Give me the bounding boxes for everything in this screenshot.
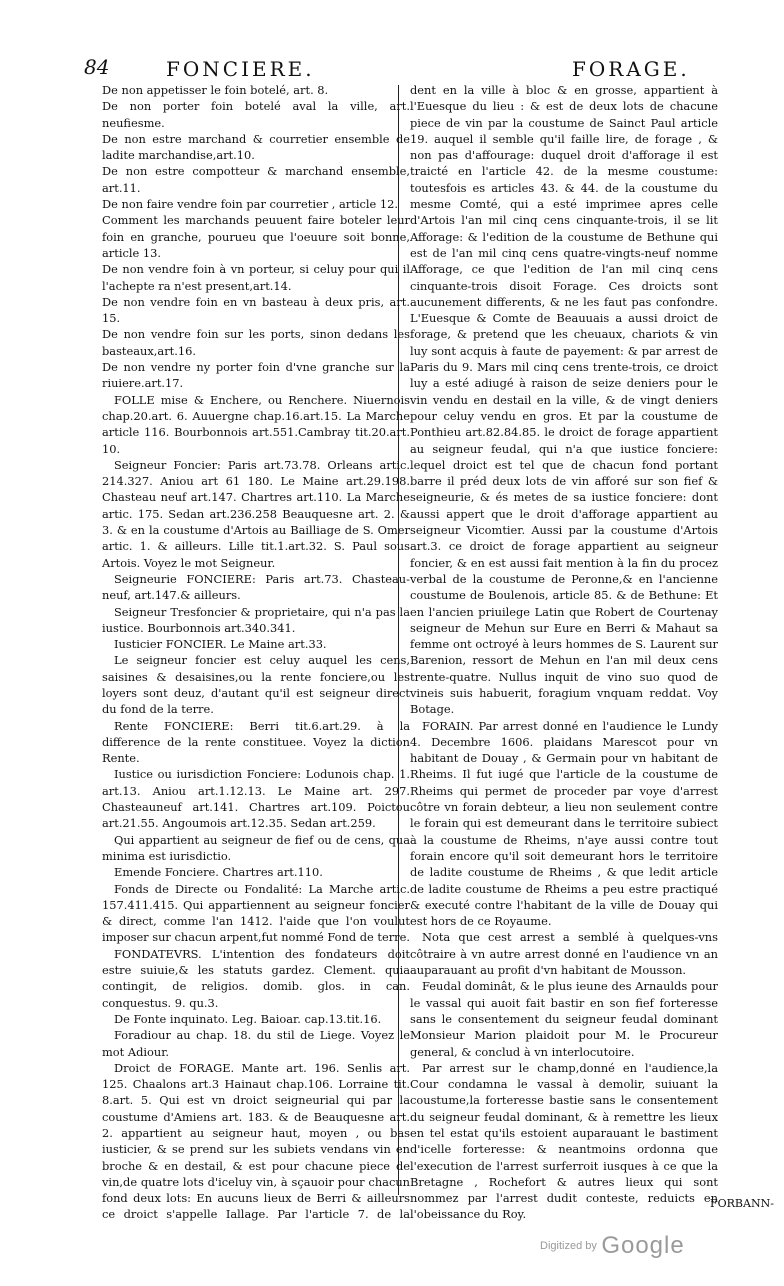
entry: FOLLE mise & Enchere, ou Renchere. Niuernois chap.20.art. 6. Auuergne chap.16.art.15. La Marche article 116. Bourbonnois art.551.Cambray tit.20.art. 10. — [102, 392, 410, 456]
entry: De Fonte inquinato. Leg. Baioar. cap.13.tit.16. — [114, 1011, 382, 1026]
entry: De non vendre foin en vn basteau à deux pris, art. 15. — [102, 294, 410, 326]
entry: Rente FONCIERE: Berri tit.6.art.29. à la difference de la rente constituee. Voyez la diction Rente. — [102, 718, 410, 766]
entry: Seigneur Foncier: Paris art.73.78. Orleans artic. 214.327. Aniou art 61 180. Le Maine art.29.198. Chasteau neuf art.147. Chartres art.110. La Marche artic. 175. Sedan art.236.258 Beauquesne art. 2. & 3. & en la coustume d'Artois au Bailliage de S. Omer artic. 1. & ailleurs. Lille tit.1.art.32. S. Paul sous Artois. Voyez le mot Seigneur. — [102, 457, 410, 570]
entry: De non estre marchand & courretier ensemble de ladite marchandise,art.10. — [102, 131, 410, 163]
entry: Iusticier FONCIER. Le Maine art.33. — [114, 637, 327, 652]
page-number: 84 — [84, 55, 110, 79]
entry: De non estre compotteur & marchand ensemble, art.11. — [102, 164, 410, 195]
entry: dent en la ville à bloc & en grosse, appartient à l'Euesque du lieu : & est de deux lots de chacune piece de vin par la coustume de Sainct Paul article 19. auquel il semble qu'il faille lire, de forage , & non pas d'affourage: duquel droit d'afforage il est traicté en l'article 42. de la mesme coustume: toutesfois es articles 43. & 44. de la coustume du mesme Comté, qui a esté imprimee apres celle d'Artois l'an mil cinq cens cinquante-trois, il se lit Afforage: & l'edition de la coustume de Bethune qui est de l'an mil cinq cens quatre-vingts-neuf nomme Afforage, ce que l'edition de l'an mil cinq cens cinquante-trois disoit Forage. Ces droicts sont aucunement differents, & ne les faut pas confondre. L'Euesque & Comte de Beauuais a aussi droict de forage, & pretend que les cheuaux, chariots & vin luy sont acquis à faute de payement: & par arrest de Paris du 9. Mars mil cinq cens trente-trois, ce droict luy a esté adiugé à raison de seize deniers pour le vin vendu en destail en la ville, & de vingt deniers pour celuy vendu en gros. Et par la coustume de Ponthieu art.82.84.85. le droict de forage appartient au seigneur feudal, qui n'a que iustice fonciere: lequel droict est tel que de chacun fond portant barre il préd deux lots de vin afforé sur son fief & seigneurie, & és metes de sa iustice fonciere: dont aussi appert que le droit d'afforage appartient au seigneur Vicomtier. Aussi par la coustume d'Artois art.3. ce droict de forage appartient au seigneur foncier, & en est aussi fait mention à la fin du procez verbal de la coustume de Peronne,& en l'ancienne coustume de Boulenois, article 85. & de Bethune: Et en l'ancien priuilege Latin que Robert de Courtenay seigneur de Mehun sur Eure en Berri & Mahaut sa femme ont octroyé à leurs hommes de S. Laurent sur Barenion, ressort de Mehun en l'an mil deux cens trente-quatre. Nullus inquit de vino suo quod de vineis suis habuerit, foragium vnquam reddat. Voy Botage. — [410, 83, 718, 717]
entry: De non appetisser le foin botelé, art. 8. — [102, 83, 329, 97]
entry: Emende Fonciere. Chartres art.110. — [114, 865, 323, 880]
entry: Comment les marchands peuuent faire boteler leur foin en granche, pourueu que l'oeuure soit bonne, article 13. — [102, 213, 410, 260]
entry: Seigneurie FONCIERE: Paris art.73. Chasteau-neuf, art.147.& ailleurs. — [102, 571, 410, 603]
entry: FONDATEVRS. L'intention des fondateurs doit estre suiuie,& les statuts gardez. Clement. quia contingit, de religios. domib. glos. in can. conquestus. 9. qu.3. — [102, 946, 410, 1010]
google-logo: Google — [601, 1232, 685, 1259]
entry: De non porter foin botelé aval la ville, art. neufiesme. — [102, 99, 410, 130]
entry: Seigneur Tresfoncier & proprietaire, qui n'a pas la iustice. Bourbonnois art.340.341. — [102, 604, 410, 635]
entry: Nota que cest arrest a semblé à quelques-vns côtraire à vn autre arrest donné en l'audience vn an auparauant au profit d'vn habitant de Mousson. — [410, 930, 718, 978]
entry: De non vendre foin sur les ports, sinon dedans les basteaux,art.16. — [102, 327, 410, 358]
book-page — [80, 55, 778, 1223]
catch-word: FORBANN- — [710, 1197, 774, 1210]
entry: Feudal dominât, & le plus ieune des Arnaulds pour le vassal qui auoit fait bastir en son fief forteresse sans le consentement du seigneur feudal dominant Monsieur Marion plaidoit pour M. le Procureur general, & conclud à vn interlocutoire. — [410, 979, 718, 1059]
entry: Par arrest sur le champ,donné en l'audience,la Cour condamna le vassal à demolir, suiuant la coustume,la forteresse bastie sans le consentement du seigneur feudal dominant, & à remettre les lieux en tel estat qu'ils estoient auparauant le bastiment d'icelle forteresse: & neantmoins ordonna que l'execution de l'arrest surferroit iusques à ce que la Bretagne , Rochefort & autres lieux qui sont nommez par l'arrest dudit conteste, reduicts en l'obeissance du Roy. — [410, 1060, 718, 1222]
entry: Le seigneur foncier est celuy auquel les cens, saisines & desaisines,ou la rente fonciere,ou les loyers sont deuz, d'autant qu'il est seigneur direct du fond de la terre. — [102, 653, 410, 717]
left-column — [102, 82, 410, 1223]
entry: Foradiour au chap. 18. du stil de Liege. Voyez le mot Adiour. — [102, 1028, 410, 1059]
right-column — [410, 82, 718, 1223]
entry: Iustice ou iurisdiction Fonciere: Lodunois chap. 1. art.13. Aniou art.1.12.13. Le Maine art. 297. Chasteauneuf art.141. Chartres art.109. Poictou art.21.55. Angoumois art.12.35. Sedan art.259. — [102, 767, 410, 831]
entry: Fonds de Directe ou Fondalité: La Marche artic. 157.411.415. Qui appartiennent au seigneur foncier & direct, comme l'an 1412. l'aide que l'on voulut imposer sur chacun arpent,fut nommé Fond de terre. — [102, 881, 410, 945]
running-head-left: FONCIERE. — [166, 57, 315, 81]
entry: FORAIN. Par arrest donné en l'audience le Lundy 4. Decembre 1606. plaidans Marescot pour vn habitant de Douay , & Germain pour vn habitant de Rheims. Il fut iugé que l'article de la coustume de Rheims qui permet de proceder par voye d'arrest côtre vn forain debteur, a lieu non seulement contre le forain qui est demeurant dans le territoire subiect à la coustume de Rheims, n'aye aussi contre tout forain encore qu'il soit demeurant hors le territoire de ladite coustume de Rheims , & que ledit article de ladite coustume de Rheims a peu estre practiqué & executé contre l'habitant de la ville de Douay qui est hors de ce Royaume. — [410, 718, 718, 929]
entry: Droict de FORAGE. Mante art. 196. Senlis art. 125. Chaalons art.3 Hainaut chap.106. Lorraine tit. 8.art. 5. Qui est vn droict seigneurial qui par la coustume d'Amiens art. 183. & de Beauquesne art. 2. appartient au seigneur haut, moyen , ou bas iusticier, & se prend sur les subiets vendans vin en broche & en destail, & est pour chacune piece de vin,de quatre lots d'iceluy vin, à sçauoir pour chacun fond deux lots: En aucuns lieux de Berri & ailleurs ce droict s'appelle Iallage. Par l'article 7. de la — [102, 1060, 410, 1222]
entry: Qui appartient au seigneur de fief ou de cens, qua minima est iurisdictio. — [102, 832, 410, 863]
google-watermark — [540, 1232, 685, 1260]
watermark-prefix: Digitized by — [540, 1240, 597, 1252]
running-head-right: FORAGE. — [572, 57, 690, 81]
entry: De non vendre foin à vn porteur, si celuy pour qui il l'achepte ra n'est present,art.14. — [102, 262, 410, 293]
entry: De non faire vendre foin par courretier , article 12. — [102, 197, 398, 212]
page-header — [80, 55, 778, 85]
entry: De non vendre ny porter foin d'vne granche sur la riuiere.art.17. — [102, 360, 410, 391]
